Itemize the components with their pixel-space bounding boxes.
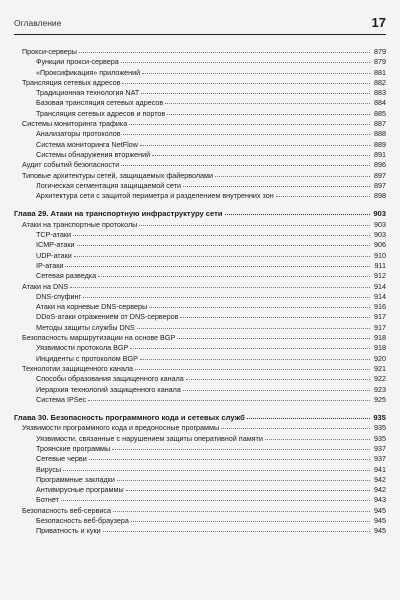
toc-entry[interactable] xyxy=(14,129,386,139)
dot-leader xyxy=(221,428,370,429)
toc-entry-title: Трансляция сетевых адресов xyxy=(22,77,121,87)
toc-entry[interactable] xyxy=(14,88,386,98)
toc-entry-title: Вирусы xyxy=(36,464,61,474)
dot-leader xyxy=(126,490,370,491)
dot-leader xyxy=(276,196,370,197)
toc-entry-title: Приватность и куки xyxy=(36,526,101,536)
toc-entry[interactable] xyxy=(14,423,386,433)
toc-entry-page: 897 xyxy=(374,180,386,190)
toc-entry-title: Антивирусные программы xyxy=(36,485,124,495)
dot-leader xyxy=(152,155,370,156)
toc-entry-page: 925 xyxy=(374,394,386,404)
toc-entry[interactable] xyxy=(14,364,386,374)
toc-entry-page: 891 xyxy=(374,149,386,159)
toc-entry-title: Безопасность маршрутизации на основе BGP xyxy=(22,333,176,343)
toc-entry-title: Глава 30. Безопасность программного кода и сетевых служб xyxy=(14,413,245,423)
dot-leader xyxy=(65,266,370,267)
dot-leader xyxy=(131,521,370,522)
dot-leader xyxy=(89,459,370,460)
dot-leader xyxy=(247,418,370,419)
toc-entry[interactable] xyxy=(14,323,386,333)
toc-entry-title: Система мониторинга NetFlow xyxy=(36,139,138,149)
dot-leader xyxy=(225,214,370,215)
toc-entry[interactable] xyxy=(14,526,386,536)
toc-entry-title: «Проксификация» приложений xyxy=(36,67,141,77)
toc-entry[interactable] xyxy=(14,78,386,88)
toc-entry-title: Атаки на транспортные протоколы xyxy=(22,219,138,229)
toc-entry-page: 945 xyxy=(374,526,386,536)
dot-leader xyxy=(177,338,370,339)
dot-leader xyxy=(215,176,370,177)
toc-entry-page: 916 xyxy=(374,302,386,312)
toc-chapter-entry[interactable] xyxy=(14,209,386,219)
toc-entry-title: Сетевая разведка xyxy=(36,271,97,281)
toc-entry-title: Глава 29. Атаки на транспортную инфраструктуру сети xyxy=(14,209,223,219)
dot-leader xyxy=(265,439,370,440)
toc-entry-title: Типовые архитектуры сетей, защищаемых файерволами xyxy=(22,170,214,180)
dot-leader xyxy=(123,134,370,135)
toc-entry-title: Способы образования защищенного канала xyxy=(36,374,184,384)
toc-entry-page: 914 xyxy=(374,291,386,301)
toc-entry-page: 921 xyxy=(374,363,386,373)
toc-entry-title: Анализаторы протоколов xyxy=(36,129,121,139)
toc-entry-page: 910 xyxy=(374,250,386,260)
dot-leader xyxy=(117,480,370,481)
section-gap xyxy=(14,201,386,209)
toc-entry-page: 879 xyxy=(374,57,386,67)
dot-leader xyxy=(103,531,370,532)
toc-entry[interactable] xyxy=(14,220,386,230)
toc-entry-title: Традиционная технология NAT xyxy=(36,88,140,98)
dot-leader xyxy=(149,307,370,308)
toc-entry-page: 942 xyxy=(374,474,386,484)
toc-entry-page: 923 xyxy=(374,384,386,394)
dot-leader xyxy=(73,235,370,236)
running-title: Оглавление xyxy=(14,18,62,28)
toc-entry[interactable] xyxy=(14,395,386,405)
table-of-contents xyxy=(14,47,386,537)
toc-entry[interactable] xyxy=(14,312,386,322)
toc-entry-page: 942 xyxy=(374,485,386,495)
toc-entry[interactable] xyxy=(14,302,386,312)
toc-entry-page: 898 xyxy=(374,191,386,201)
toc-entry-page: 945 xyxy=(374,516,386,526)
toc-entry-page: 937 xyxy=(374,454,386,464)
dot-leader xyxy=(137,328,370,329)
toc-entry[interactable] xyxy=(14,191,386,201)
toc-entry-page: 887 xyxy=(374,119,386,129)
toc-entry-page: 885 xyxy=(374,108,386,118)
toc-entry-title: Сетевые черви xyxy=(36,454,87,464)
dot-leader xyxy=(129,124,370,125)
toc-entry-page: 884 xyxy=(374,98,386,108)
toc-entry-title: Программные закладки xyxy=(36,474,115,484)
toc-entry-page: 935 xyxy=(374,433,386,443)
toc-entry-title: Базовая трансляция сетевых адресов xyxy=(36,98,164,108)
toc-entry-page: 912 xyxy=(374,271,386,281)
toc-entry[interactable] xyxy=(14,140,386,150)
toc-entry[interactable] xyxy=(14,465,386,475)
toc-entry[interactable] xyxy=(14,444,386,454)
toc-entry[interactable] xyxy=(14,271,386,281)
toc-entry-page: 881 xyxy=(374,67,386,77)
toc-entry-title: IP-атаки xyxy=(36,260,64,270)
toc-entry-title: Атаки на DNS xyxy=(22,281,69,291)
toc-entry-page: 903 xyxy=(374,219,386,229)
toc-entry[interactable] xyxy=(14,98,386,108)
toc-entry-title: Инциденты с протоколом BGP xyxy=(36,353,138,363)
toc-entry-page: 918 xyxy=(374,333,386,343)
toc-entry[interactable] xyxy=(14,181,386,191)
toc-entry-title: Уязвимости протокола BGP xyxy=(36,343,129,353)
dot-leader xyxy=(61,500,370,501)
toc-entry[interactable] xyxy=(14,343,386,353)
toc-entry[interactable] xyxy=(14,495,386,505)
toc-entry-page: 922 xyxy=(374,374,386,384)
toc-entry[interactable] xyxy=(14,160,386,170)
toc-entry-title: Архитектура сети с защитой периметра и разделением внутренних зон xyxy=(36,191,274,201)
toc-entry-title: Безопасность веб-сервиса xyxy=(22,505,112,515)
dot-leader xyxy=(139,225,370,226)
toc-entry[interactable] xyxy=(14,374,386,384)
dot-leader xyxy=(77,245,370,246)
toc-entry[interactable] xyxy=(14,354,386,364)
toc-entry[interactable] xyxy=(14,251,386,261)
toc-entry-page: 882 xyxy=(374,77,386,87)
toc-entry[interactable] xyxy=(14,47,386,57)
toc-entry-title: DDoS-атаки отражением от DNS-серверов xyxy=(36,312,179,322)
toc-entry-page: 879 xyxy=(374,47,386,56)
toc-entry-page: 917 xyxy=(374,322,386,332)
toc-entry-title: Методы защиты службы DNS xyxy=(36,322,135,332)
toc-entry[interactable] xyxy=(14,150,386,160)
toc-entry-title: ICMP-атаки xyxy=(36,240,75,250)
toc-entry-page: 896 xyxy=(374,160,386,170)
toc-entry-title: Технологии защищенного канала xyxy=(22,363,134,373)
section-gap xyxy=(14,405,386,413)
toc-entry-page: 903 xyxy=(374,230,386,240)
toc-entry-title: Троянские программы xyxy=(36,443,111,453)
toc-entry-title: Иерархия технологий защищенного канала xyxy=(36,384,181,394)
dot-leader xyxy=(140,359,370,360)
toc-entry[interactable] xyxy=(14,434,386,444)
toc-entry[interactable] xyxy=(14,333,386,343)
toc-entry[interactable] xyxy=(14,261,386,271)
toc-entry[interactable] xyxy=(14,240,386,250)
toc-entry-page: 945 xyxy=(374,505,386,515)
dot-leader xyxy=(135,369,370,370)
dot-leader xyxy=(88,400,370,401)
toc-entry-page: 883 xyxy=(374,88,386,98)
page-number: 17 xyxy=(371,15,386,30)
toc-entry-page: 914 xyxy=(374,281,386,291)
dot-leader xyxy=(140,145,370,146)
toc-entry-page: 920 xyxy=(374,353,386,363)
toc-entry[interactable] xyxy=(14,385,386,395)
dot-leader xyxy=(83,297,370,298)
dot-leader xyxy=(130,348,370,349)
toc-chapter-entry[interactable] xyxy=(14,413,386,423)
toc-entry-title: Атаки на корневые DNS-серверы xyxy=(36,302,148,312)
toc-entry-title: Аудит событий безопасности xyxy=(22,160,120,170)
toc-entry[interactable] xyxy=(14,454,386,464)
dot-leader xyxy=(142,73,370,74)
toc-entry-title: Системы обнаружения вторжений xyxy=(36,149,151,159)
toc-entry-page: 935 xyxy=(373,413,386,423)
toc-entry-title: Ботнет xyxy=(36,495,59,505)
toc-entry-page: 941 xyxy=(374,464,386,474)
toc-entry-title: DNS-спуфинг xyxy=(36,291,82,301)
dot-leader xyxy=(186,379,370,380)
dot-leader xyxy=(122,83,370,84)
dot-leader xyxy=(113,511,370,512)
toc-entry[interactable] xyxy=(14,282,386,292)
dot-leader xyxy=(79,52,370,53)
toc-entry[interactable] xyxy=(14,119,386,129)
toc-entry-page: 918 xyxy=(374,343,386,353)
toc-entry-page: 937 xyxy=(374,443,386,453)
toc-entry-page: 897 xyxy=(374,170,386,180)
dot-leader xyxy=(74,256,370,257)
header-rule xyxy=(14,34,386,35)
dot-leader xyxy=(141,93,370,94)
page-header xyxy=(14,15,386,35)
dot-leader xyxy=(167,114,370,115)
toc-entry-title: Безопасность веб-браузера xyxy=(36,516,129,526)
toc-entry[interactable] xyxy=(14,109,386,119)
toc-entry-title: Трансляция сетевых адресов и портов xyxy=(36,108,166,118)
toc-entry[interactable] xyxy=(14,57,386,67)
toc-entry[interactable] xyxy=(14,485,386,495)
toc-entry-page: 889 xyxy=(374,139,386,149)
toc-entry-title: Логическая сегментация защищаемой сети xyxy=(36,180,181,190)
toc-entry-page: 943 xyxy=(374,495,386,505)
toc-entry[interactable] xyxy=(14,230,386,240)
toc-entry-title: Система IPSec xyxy=(36,394,87,404)
toc-entry-title: Прокси-серверы xyxy=(22,47,77,56)
toc-entry-page: 906 xyxy=(374,240,386,250)
toc-entry-title: Уязвимости, связанные с нарушением защиты оперативной памяти xyxy=(36,433,263,443)
toc-entry-title: Системы мониторинга трафика xyxy=(22,119,128,129)
toc-entry-page: 888 xyxy=(374,129,386,139)
dot-leader xyxy=(121,62,370,63)
dot-leader xyxy=(121,165,370,166)
toc-entry-page: 903 xyxy=(373,209,386,219)
toc-entry-title: Функции прокси-сервера xyxy=(36,57,119,67)
dot-leader xyxy=(98,276,370,277)
dot-leader xyxy=(70,287,370,288)
toc-entry[interactable] xyxy=(14,516,386,526)
toc-entry-page: 911 xyxy=(374,260,386,270)
dot-leader xyxy=(180,317,370,318)
toc-entry-page: 935 xyxy=(374,423,386,433)
toc-entry[interactable] xyxy=(14,68,386,78)
toc-entry-title: UDP-атаки xyxy=(36,250,72,260)
toc-entry[interactable] xyxy=(14,475,386,485)
toc-entry[interactable] xyxy=(14,292,386,302)
toc-entry-page: 917 xyxy=(374,312,386,322)
toc-entry-title: TCP-атаки xyxy=(36,230,71,240)
dot-leader xyxy=(112,449,370,450)
toc-entry[interactable] xyxy=(14,171,386,181)
dot-leader xyxy=(63,470,370,471)
dot-leader xyxy=(183,390,370,391)
dot-leader xyxy=(183,186,370,187)
toc-entry[interactable] xyxy=(14,506,386,516)
dot-leader xyxy=(165,103,370,104)
toc-entry-title: Уязвимости программного кода и вредоносные программы xyxy=(22,423,220,433)
